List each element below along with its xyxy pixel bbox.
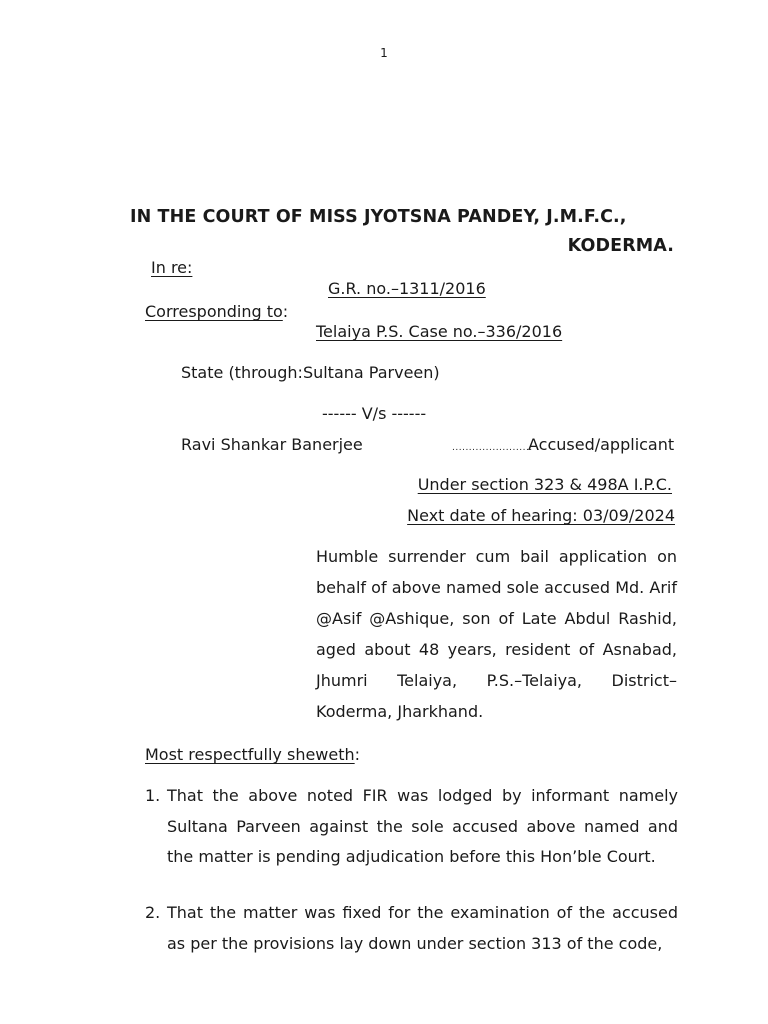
sheweth-colon: :	[354, 745, 361, 764]
list-item	[145, 898, 678, 959]
section-reference: Under section 323 & 498A I.P.C.	[417, 475, 672, 494]
corresponding-to-label	[145, 302, 288, 321]
page-number: 1	[380, 46, 388, 60]
sheweth-heading	[145, 745, 360, 764]
accused-name: Ravi Shankar Banerjee	[181, 435, 363, 454]
corresponding-to-text: Corresponding to	[145, 302, 283, 321]
list-item	[145, 781, 678, 873]
sheweth-text: Most respectfully sheweth	[145, 745, 355, 764]
list-item-text: That the above noted FIR was lodged by informant namely Sultana Parveen against the sole accused above named and the matter is pending adjudication before this Hon’ble Court.	[167, 786, 678, 866]
court-title-line-1: IN THE COURT OF MISS JYOTSNA PANDEY, J.M.F.C.,	[130, 207, 627, 227]
court-title-line-2: KODERMA.	[567, 236, 674, 256]
police-case-number: Telaiya P.S. Case no.–336/2016	[316, 322, 563, 341]
accused-leader-dots: ........................	[452, 443, 533, 453]
list-item-text: That the matter was fixed for the examination of the accused as per the provisions lay down under section 313 of the code,	[167, 903, 678, 953]
next-hearing-date: Next date of hearing: 03/09/2024	[407, 506, 675, 525]
versus-separator: ------ V/s ------	[322, 404, 427, 423]
gr-number: G.R. no.–1311/2016	[328, 279, 486, 298]
corresponding-to-colon: :	[282, 302, 289, 321]
application-description: Humble surrender cum bail application on behalf of above named sole accused Md. Arif @Asif @Ashique, son of Late Abdul Rashid, aged about 48 years, resident of Asnabad, Jhumri Telaiya, P.S.–Telaiya, District–Koderma, Jharkhand.	[316, 547, 677, 721]
state-party: State (through:Sultana Parveen)	[181, 363, 440, 382]
in-re-label: In re:	[151, 258, 193, 277]
accused-role: Accused/applicant	[528, 435, 675, 454]
list-item-number: 2.	[145, 903, 161, 922]
list-item-number: 1.	[145, 786, 161, 805]
